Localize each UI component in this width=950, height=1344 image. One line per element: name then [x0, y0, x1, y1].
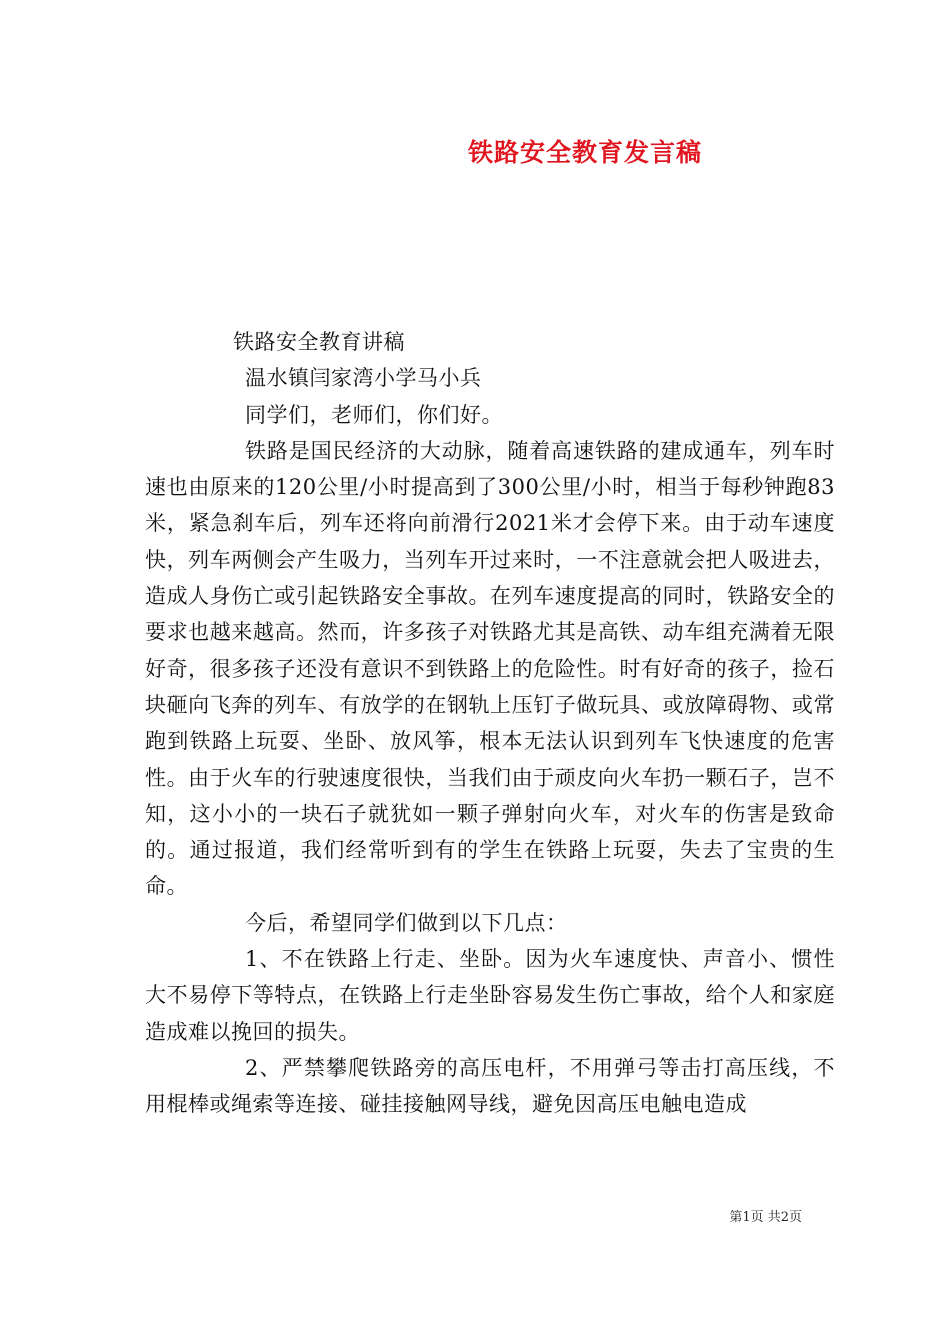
- speech-author: 温水镇闫家湾小学马小兵: [245, 366, 482, 391]
- body-paragraph: 铁路是国民经济的大动脉，随着高速铁路的建成通车，列车时速也由原来的120公里/小时提高到了300公里/小时，相当于每秒钟跑83米，紧急刹车后，列车还将向前滑行2021米才会停下来。由于动车速度快，列车两侧会产生吸力，当列车开过来时，一不注意就会把人吸进去，造成人身伤亡或引起铁路安全事故。在列车速度提高的同时，铁路安全的要求也越来越高。然而，许多孩子对铁路尤其是高铁、动车组充满着无限好奇，很多孩子还没有意识不到铁路上的危险性。时有好奇的孩子，捡石块砸向飞奔的列车、有放学的在钢轨上压钉子做玩具、或放障碍物、或常跑到铁路上玩耍、坐卧、放风筝，根本无法认识到列车飞快速度的危害性。由于火车的行驶速度很快，当我们由于顽皮向火车扔一颗石子，岂不知，这小小的一块石子就犹如一颗子弹射向火车，对火车的伤害是致命的。通过报道，我们经常听到有的学生在铁路上玩耍，失去了宝贵的生命。: [145, 438, 835, 899]
- body-paragraph: 今后，希望同学们做到以下几点：: [245, 910, 568, 935]
- speech-subtitle: 铁路安全教育讲稿: [233, 330, 405, 354]
- speech-greeting: 同学们，老师们，你们好。: [245, 402, 503, 427]
- document-title: 铁路安全教育发言稿: [467, 138, 702, 167]
- document-body: [145, 324, 835, 1123]
- page-number: 第1页 共2页: [729, 1210, 802, 1225]
- list-item: 2、严禁攀爬铁路旁的高压电杆，不用弹弓等击打高压线，不用棍棒或绳索等连接、碰挂接触网导线，避免因高压电触电造成: [145, 1055, 835, 1117]
- list-item: 1、不在铁路上行走、坐卧。因为火车速度快、声音小、惯性大不易停下等特点，在铁路上行走坐卧容易发生伤亡事故，给个人和家庭造成难以挽回的损失。: [145, 947, 835, 1044]
